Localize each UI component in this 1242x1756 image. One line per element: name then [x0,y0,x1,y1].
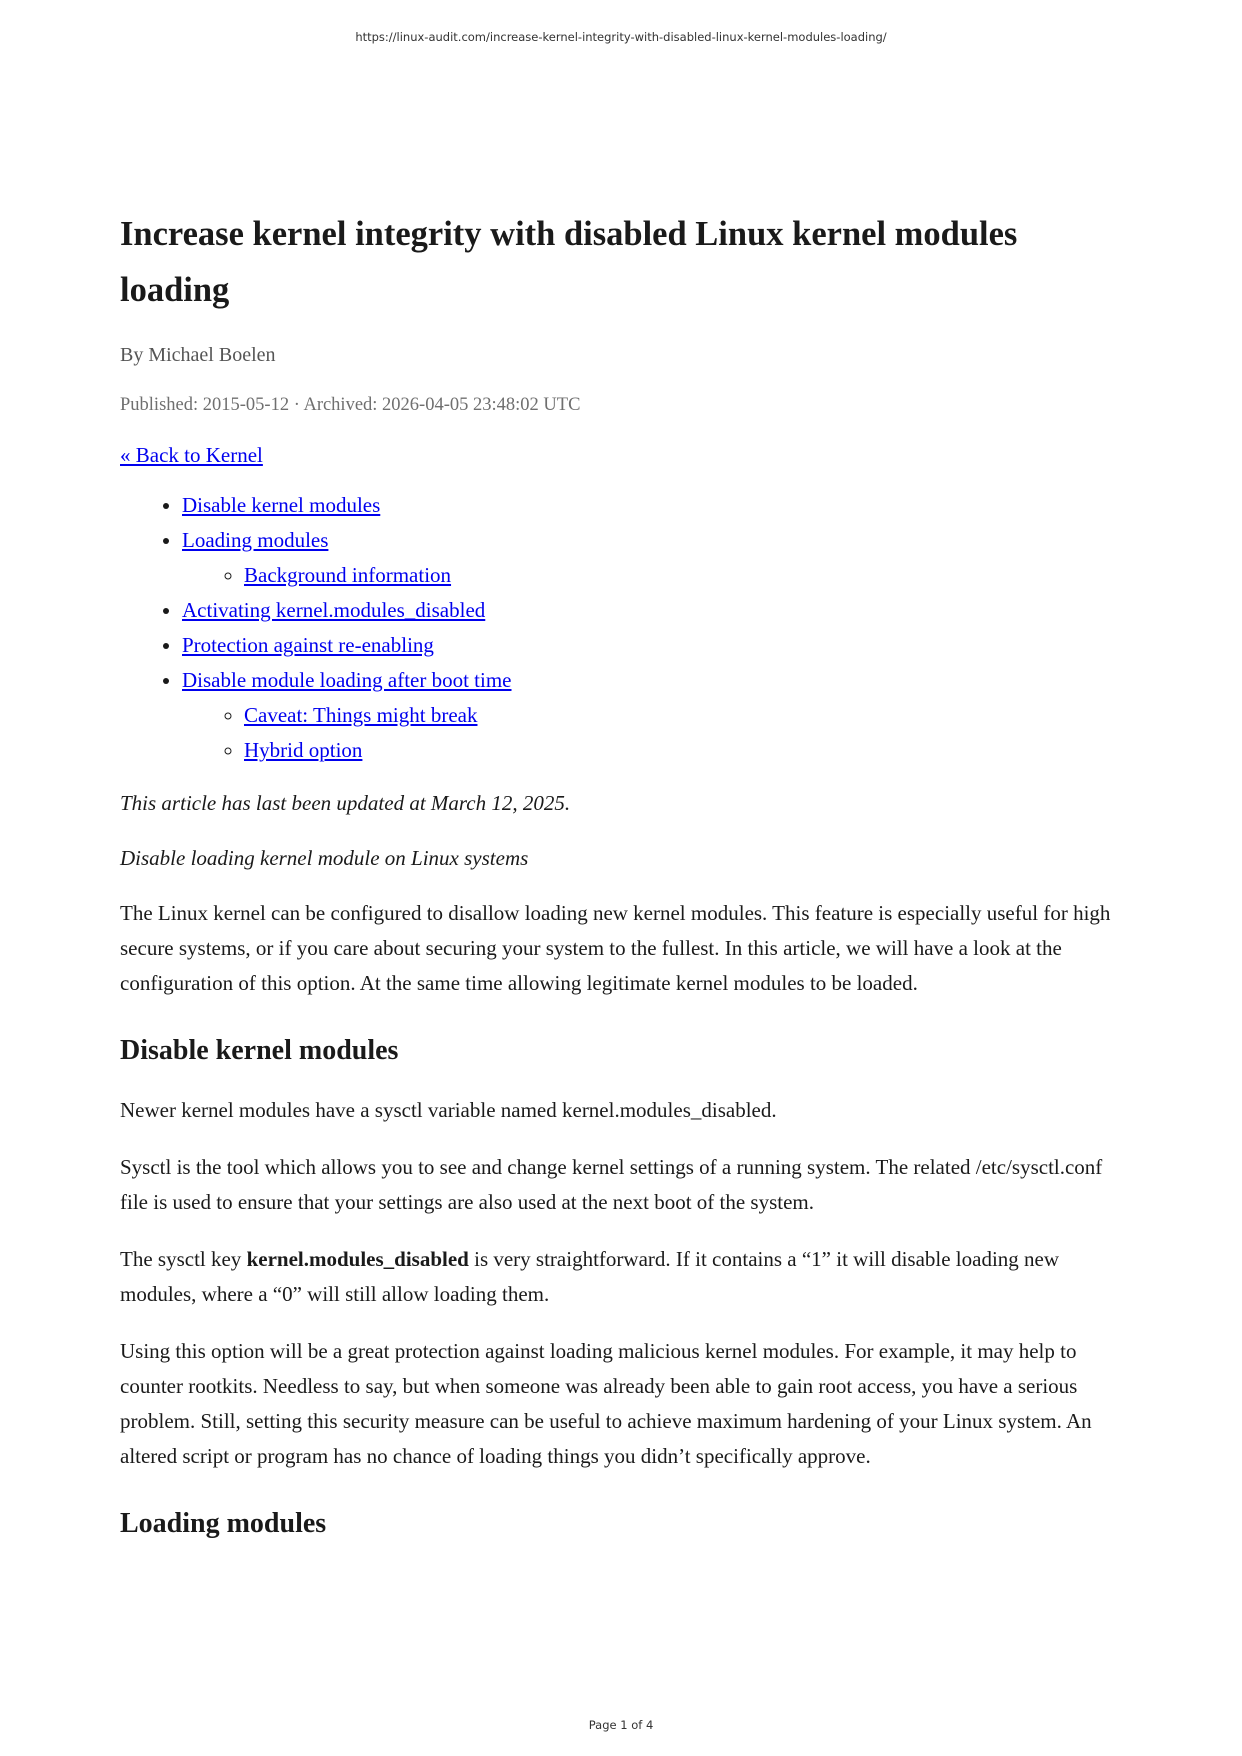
page-number: Page 1 of 4 [588,1718,654,1732]
article-title: Increase kernel integrity with disabled Linux kernel modules loading [120,215,1018,309]
paragraph-protection: Using this option will be a great protection against loading malicious kernel modules. For example, it may help to counter rootkits. Needless to say, but when someone was already been able to gain root access, you have a serious problem. Still, setting this security measure can be useful to achieve maximum hardening of your Linux system. An altered script or program has no chance of loading things you didn’t specifically approve. [120,1339,1092,1468]
sysctl-key-bold: kernel.modules_disabled [246,1247,469,1271]
toc-link-activating-modules-disabled[interactable]: Activating kernel.modules_disabled [182,598,486,622]
toc-subitem [244,558,1130,593]
text-fragment: The sysctl key [120,1247,247,1271]
back-to-kernel-link[interactable]: « Back to Kernel [120,443,263,467]
toc-link-background-information[interactable]: Background information [244,563,452,587]
toc-subitem [244,698,1130,733]
toc-subitem [244,733,1130,768]
author-byline: By Michael Boelen [120,344,276,366]
toc-link-loading-modules[interactable]: Loading modules [182,528,329,552]
toc-item [182,488,1130,523]
toc-item [182,523,1130,593]
back-link-container [120,440,1130,470]
toc-link-caveat[interactable]: Caveat: Things might break [244,703,478,727]
toc-sublist [182,558,1130,593]
updated-note: This article has last been updated at March 12, 2025. [120,791,571,815]
article-subtitle: Disable loading kernel module on Linux systems [120,846,529,870]
paragraph-sysctl-variable: Newer kernel modules have a sysctl variable named kernel.modules_disabled. [120,1098,777,1122]
table-of-contents [120,488,1130,768]
toc-link-disable-kernel-modules[interactable]: Disable kernel modules [182,493,381,517]
section-heading-loading-modules: Loading modules [120,1508,327,1539]
toc-link-hybrid-option[interactable]: Hybrid option [244,738,363,762]
intro-paragraph: The Linux kernel can be configured to disallow loading new kernel modules. This feature is especially useful for high secure systems, or if you care about securing your system to the fullest. In this article, we will have a look at the configuration of this option. At the same time allowing legitimate kernel modules to be loaded. [120,901,1111,995]
toc-item [182,593,1130,628]
page-url-header: https://linux-audit.com/increase-kernel-integrity-with-disabled-linux-kernel-modules-loading/ [355,30,887,44]
publish-meta: Published: 2015-05-12 · Archived: 2026-04-05 23:48:02 UTC [120,395,581,415]
toc-item [182,628,1130,663]
toc-item [182,663,1130,768]
toc-link-disable-after-boot[interactable]: Disable module loading after boot time [182,668,512,692]
paragraph-sysctl-key [120,1242,1130,1312]
text-fragment: is very straightforward. If it contains a “1” it will disable loading new modules, where a “0” will still allow loading them. [120,1247,1060,1306]
toc-sublist [182,698,1130,768]
article [120,206,1130,1566]
section-heading-disable-kernel-modules: Disable kernel modules [120,1035,399,1066]
paragraph-sysctl-tool: Sysctl is the tool which allows you to see and change kernel settings of a running system. The related /etc/sysctl.conf file is used to ensure that your settings are also used at the next boot of the system. [120,1155,1103,1214]
toc-link-protection-re-enabling[interactable]: Protection against re-enabling [182,633,434,657]
